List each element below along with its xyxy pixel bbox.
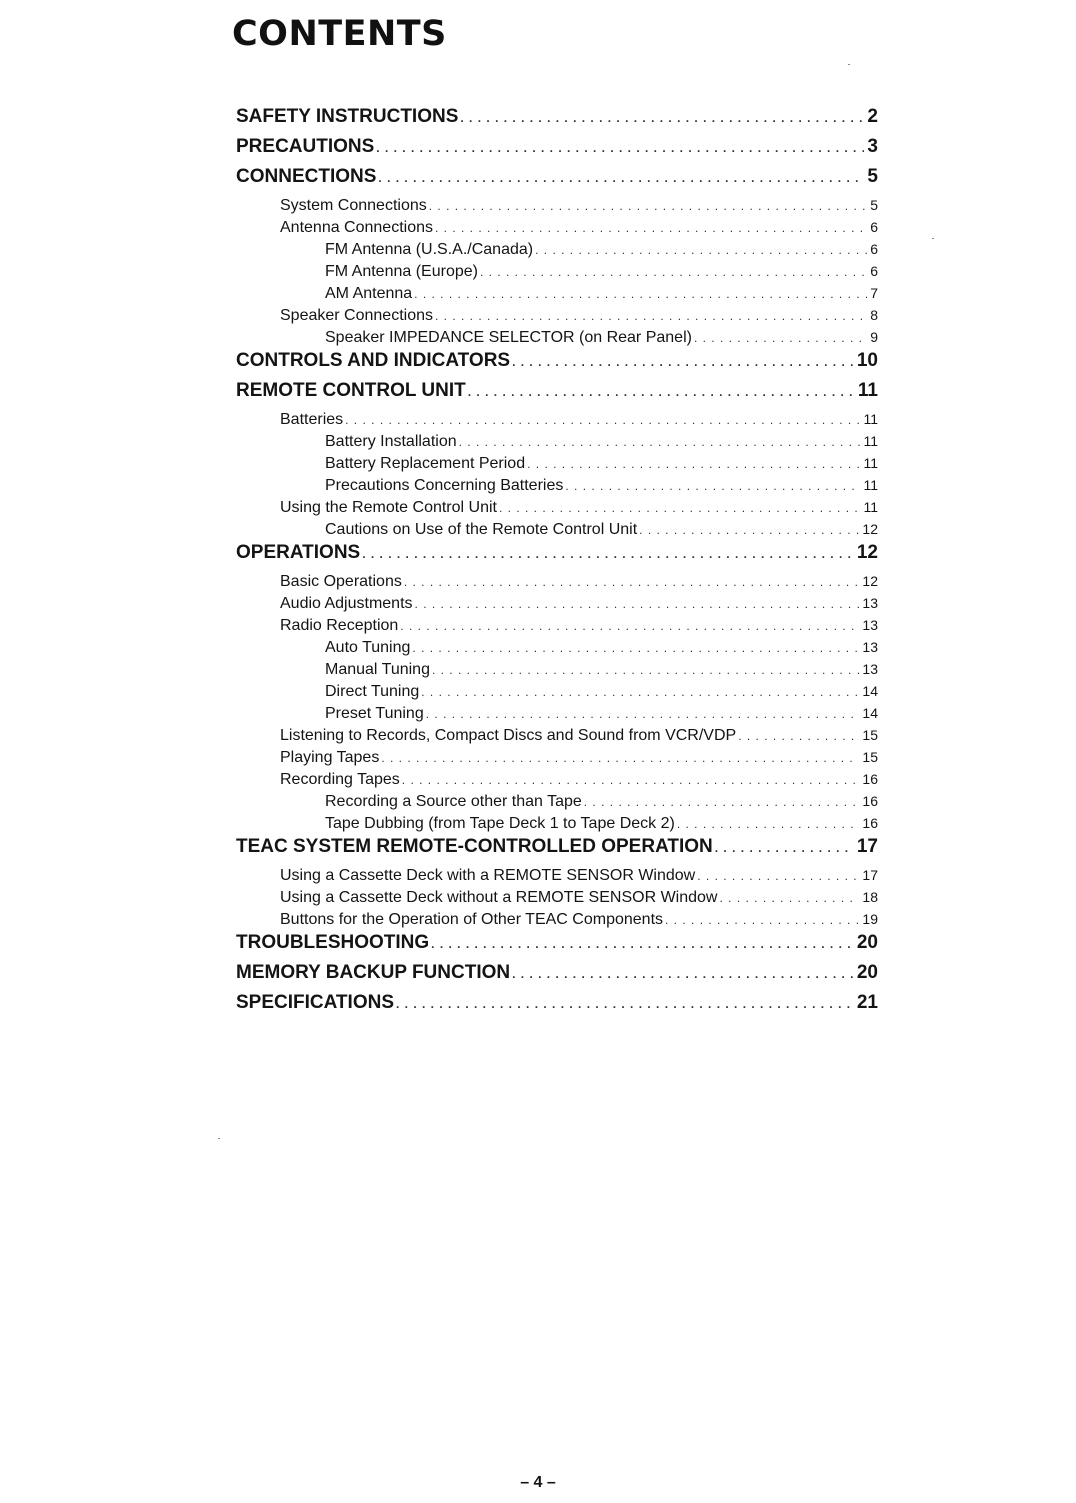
- toc-entry-label: OPERATIONS: [236, 542, 361, 563]
- toc-entry-label: Using the Remote Control Unit: [280, 499, 497, 516]
- toc-entry-page: 13: [862, 661, 878, 677]
- toc-entry-label: REMOTE CONTROL UNIT: [236, 380, 466, 401]
- toc-subsubsection: [236, 260, 878, 282]
- toc-subsection: [236, 216, 878, 238]
- dot-leader: [639, 519, 859, 541]
- page-title: CONTENTS: [232, 14, 447, 54]
- dot-leader: [362, 541, 854, 567]
- dot-leader: [415, 593, 860, 615]
- toc-entry-label: Direct Tuning: [325, 683, 420, 700]
- toc-entry-page: 11: [857, 380, 878, 401]
- dot-leader: [715, 835, 854, 861]
- toc-entry-label: System Connections: [280, 197, 427, 214]
- toc-entry-label: Auto Tuning: [325, 639, 411, 656]
- toc-entry-page: 7: [870, 285, 878, 301]
- toc-entry-label: Listening to Records, Compact Discs and Sound from VCR/VDP: [280, 727, 737, 744]
- dot-leader: [677, 813, 860, 835]
- toc-entry-page: 21: [856, 992, 878, 1013]
- dot-leader: [512, 961, 854, 987]
- dot-leader: [345, 409, 860, 431]
- toc-entry-label: Radio Reception: [280, 617, 399, 634]
- dot-leader: [400, 615, 859, 637]
- page-number: – 4 –: [520, 1474, 556, 1491]
- dot-leader: [426, 703, 860, 725]
- toc-entry-page: 5: [870, 197, 878, 213]
- toc-entry-page: 2: [867, 106, 878, 127]
- toc-subsubsection: [236, 474, 878, 496]
- toc-entry-page: 13: [862, 639, 878, 655]
- toc-entry-page: 15: [862, 727, 878, 743]
- toc-section: [236, 990, 878, 1020]
- toc-entry-label: FM Antenna (Europe): [325, 263, 478, 280]
- toc-entry-page: 15: [862, 749, 878, 765]
- toc-entry-page: 3: [867, 136, 878, 157]
- toc-entry-label: CONNECTIONS: [236, 166, 377, 187]
- toc-entry-page: 6: [870, 263, 878, 279]
- toc-entry-label: Speaker IMPEDANCE SELECTOR (on Rear Panel): [325, 329, 692, 346]
- toc-entry-page: 20: [856, 932, 878, 953]
- toc-entry-label: TROUBLESHOOTING: [236, 932, 430, 953]
- toc-entry-page: 9: [870, 329, 878, 345]
- toc-entry-page: 11: [863, 411, 878, 427]
- toc-subsection: [236, 746, 878, 768]
- toc-entry-page: 10: [856, 350, 878, 371]
- toc-entry-page: 19: [862, 911, 878, 927]
- toc-subsection: [236, 304, 878, 326]
- toc-section: [236, 540, 878, 570]
- toc-entry-page: 16: [862, 771, 878, 787]
- toc-section: [236, 104, 878, 134]
- toc-entry-page: 6: [870, 219, 878, 235]
- toc-entry-label: Batteries: [280, 411, 344, 428]
- toc-entry-label: Cautions on Use of the Remote Control Unit: [325, 521, 638, 538]
- toc-entry-label: TEAC SYSTEM REMOTE-CONTROLLED OPERATION: [236, 836, 713, 857]
- toc-subsection: [236, 496, 878, 518]
- dot-leader: [512, 349, 854, 375]
- dot-leader: [402, 769, 860, 791]
- dot-leader: [480, 261, 867, 283]
- toc-entry-label: PRECAUTIONS: [236, 136, 375, 157]
- toc-subsection: [236, 194, 878, 216]
- toc-subsection: [236, 592, 878, 614]
- dot-leader: [460, 105, 864, 131]
- toc-entry-page: 17: [856, 836, 878, 857]
- toc-subsubsection: [236, 812, 878, 834]
- toc-entry-label: FM Antenna (U.S.A./Canada): [325, 241, 534, 258]
- toc-entry-page: 6: [870, 241, 878, 257]
- toc-section: [236, 930, 878, 960]
- dot-leader: [665, 909, 859, 931]
- toc-subsection: [236, 724, 878, 746]
- toc-subsubsection: [236, 282, 878, 304]
- toc-entry-label: Manual Tuning: [325, 661, 430, 678]
- toc-entry-page: 14: [862, 705, 878, 721]
- toc-entry-label: Speaker Connections: [280, 307, 433, 324]
- toc-subsection: [236, 614, 878, 636]
- toc-subsubsection: [236, 518, 878, 540]
- toc-entry-label: Using a Cassette Deck with a REMOTE SENSOR Window: [280, 867, 696, 884]
- dot-leader: [527, 453, 860, 475]
- dot-leader: [694, 327, 867, 349]
- dot-leader: [459, 431, 861, 453]
- dot-leader: [432, 659, 859, 681]
- toc-entry-page: 17: [862, 867, 878, 883]
- toc-section: [236, 378, 878, 408]
- dot-leader: [404, 571, 860, 593]
- toc-section: [236, 164, 878, 194]
- dot-leader: [381, 747, 859, 769]
- toc-entry-label: Recording Tapes: [280, 771, 400, 788]
- toc-subsection: [236, 408, 878, 430]
- toc-subsubsection: [236, 702, 878, 724]
- toc-entry-page: 11: [863, 433, 878, 449]
- toc-entry-label: Antenna Connections: [280, 219, 433, 236]
- toc-entry-page: 5: [867, 166, 878, 187]
- toc-entry-label: Preset Tuning: [325, 705, 424, 722]
- dot-leader: [414, 283, 867, 305]
- toc-entry-page: 12: [862, 573, 878, 589]
- toc-subsection: [236, 908, 878, 930]
- toc-entry-page: 16: [862, 815, 878, 831]
- toc-subsubsection: [236, 430, 878, 452]
- toc-entry-label: Basic Operations: [280, 573, 402, 590]
- toc-entry-page: 11: [863, 499, 878, 515]
- dot-leader: [435, 305, 867, 327]
- toc-entry-label: SPECIFICATIONS: [236, 992, 394, 1013]
- dot-leader: [584, 791, 860, 813]
- dot-leader: [429, 195, 867, 217]
- toc-entry-page: 11: [863, 477, 878, 493]
- toc-entry-label: Buttons for the Operation of Other TEAC Components: [280, 911, 664, 928]
- toc-entry-label: Tape Dubbing (from Tape Deck 1 to Tape Deck 2): [325, 815, 675, 832]
- toc-entry-label: Battery Replacement Period: [325, 455, 526, 472]
- toc-subsubsection: [236, 636, 878, 658]
- dot-leader: [396, 991, 854, 1017]
- dot-leader: [412, 637, 859, 659]
- toc-subsubsection: [236, 238, 878, 260]
- toc-section: [236, 960, 878, 990]
- toc-entry-label: Battery Installation: [325, 433, 457, 450]
- scan-speck: [218, 1138, 220, 1139]
- toc-subsection: [236, 864, 878, 886]
- dot-leader: [431, 931, 854, 957]
- dot-leader: [565, 475, 860, 497]
- dot-leader: [499, 497, 860, 519]
- toc-entry-page: 12: [856, 542, 878, 563]
- toc-section: [236, 348, 878, 378]
- toc-subsection: [236, 570, 878, 592]
- toc-section: [236, 134, 878, 164]
- toc-entry-label: Playing Tapes: [280, 749, 380, 766]
- toc-entry-label: SAFETY INSTRUCTIONS: [236, 106, 459, 127]
- toc-entry-page: 12: [862, 521, 878, 537]
- dot-leader: [719, 887, 859, 909]
- toc-section: [236, 834, 878, 864]
- toc-entry-label: Audio Adjustments: [280, 595, 413, 612]
- toc-entry-page: 18: [862, 889, 878, 905]
- toc-subsubsection: [236, 658, 878, 680]
- toc-entry-label: Using a Cassette Deck without a REMOTE SENSOR Window: [280, 889, 718, 906]
- dot-leader: [421, 681, 859, 703]
- scan-speck: [848, 64, 850, 65]
- dot-leader: [738, 725, 859, 747]
- toc-entry-page: 14: [862, 683, 878, 699]
- toc-entry-label: CONTROLS AND INDICATORS: [236, 350, 511, 371]
- toc-entry-label: Recording a Source other than Tape: [325, 793, 582, 810]
- toc-entry-page: 13: [862, 617, 878, 633]
- dot-leader: [535, 239, 867, 261]
- toc-subsubsection: [236, 790, 878, 812]
- dot-leader: [468, 379, 855, 405]
- toc-subsubsection: [236, 326, 878, 348]
- scan-speck: [932, 238, 934, 239]
- dot-leader: [378, 165, 864, 191]
- toc-entry-label: Precautions Concerning Batteries: [325, 477, 564, 494]
- toc-subsection: [236, 768, 878, 790]
- toc-entry-label: AM Antenna: [325, 285, 413, 302]
- toc-entry-page: 13: [862, 595, 878, 611]
- dot-leader: [376, 135, 864, 161]
- toc-subsubsection: [236, 452, 878, 474]
- toc-entry-page: 20: [856, 962, 878, 983]
- table-of-contents: [236, 104, 878, 1020]
- dot-leader: [697, 865, 859, 887]
- toc-entry-label: MEMORY BACKUP FUNCTION: [236, 962, 511, 983]
- dot-leader: [435, 217, 867, 239]
- toc-entry-page: 8: [870, 307, 878, 323]
- toc-entry-page: 11: [863, 455, 878, 471]
- toc-subsection: [236, 886, 878, 908]
- toc-entry-page: 16: [862, 793, 878, 809]
- toc-subsubsection: [236, 680, 878, 702]
